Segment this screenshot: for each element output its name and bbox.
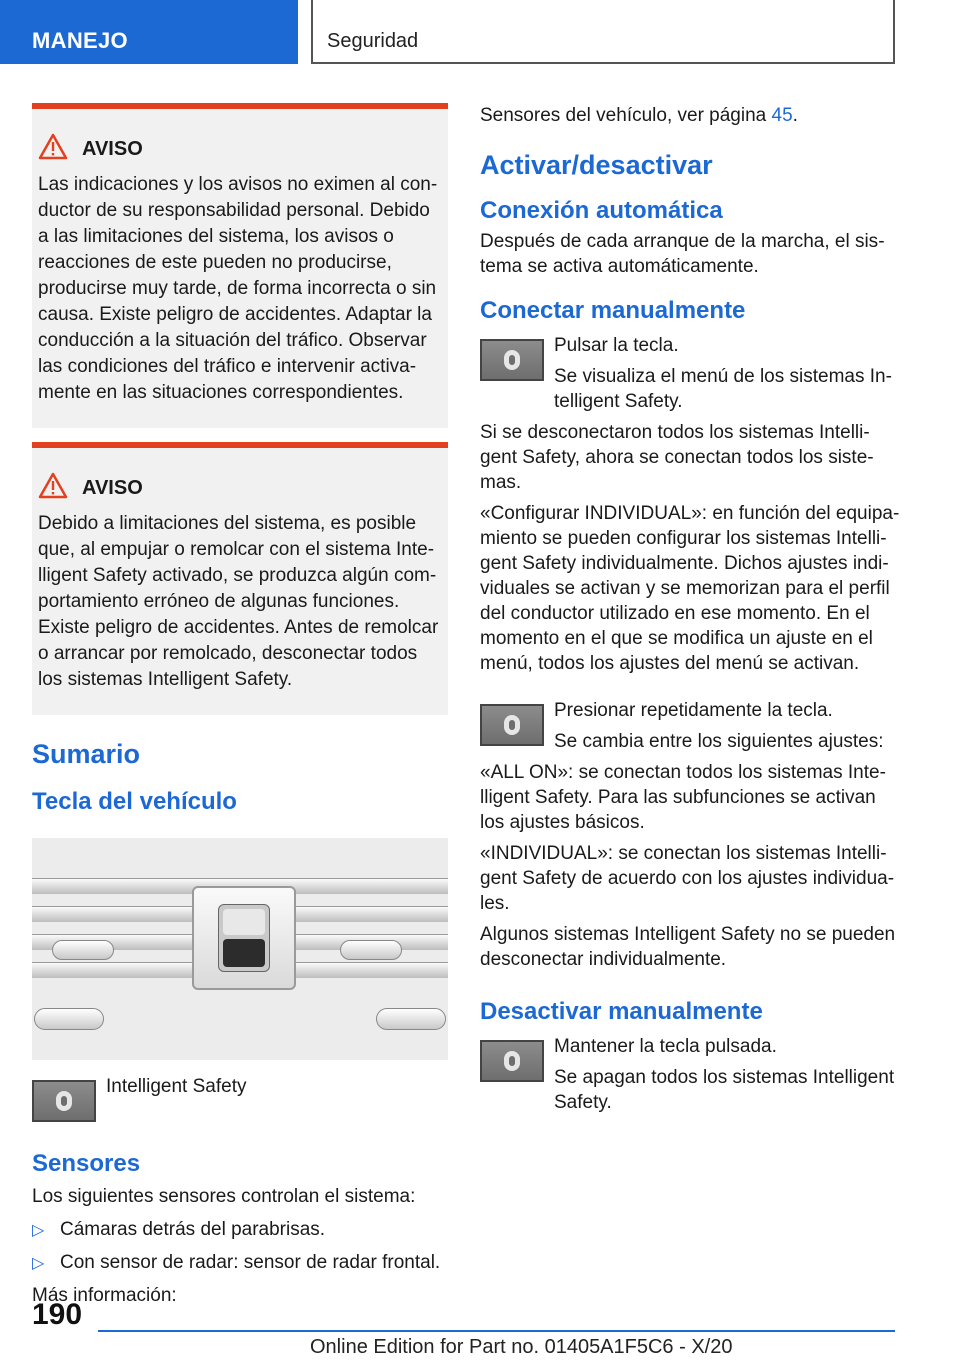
conectar-heading: Conectar manualmente bbox=[480, 297, 746, 324]
page-number: 190 bbox=[32, 1298, 83, 1331]
intelligent-safety-switch bbox=[192, 886, 296, 990]
left-column bbox=[32, 103, 448, 1308]
presionar-step-1: Presionar repetidamente la tecla. bbox=[554, 700, 833, 721]
section-title: MANEJO bbox=[32, 28, 128, 53]
bullet-triangle-icon: ▷ bbox=[32, 1222, 45, 1239]
list-item: ▷ Cámaras detrás del parabrisas. bbox=[32, 1217, 448, 1242]
sumario-heading: Sumario bbox=[32, 739, 141, 769]
warning-text: Las indicaciones y los avisos no eximen al conductor de su responsabilidad personal. Debido a las limitaciones del sistema, los avisos o reacciones de este pueden no producirse, producirse muy tarde, de forma incorrecta o sin causa. Existe peligro de accidentes. Adaptar la conducción a la situación del tráfico. Observar las condiciones del tráfico e intervenir activamente en las situaciones correspondientes. bbox=[38, 174, 438, 403]
sensores-heading: Sensores bbox=[32, 1150, 141, 1177]
key-legend-row bbox=[32, 1074, 448, 1122]
activar-heading: Activar/desactivar bbox=[480, 150, 713, 180]
desactivar-heading: Desactivar manualmente bbox=[480, 998, 763, 1025]
intelligent-safety-key-icon bbox=[480, 1040, 544, 1082]
individual-paragraph: «INDIVIDUAL»: se conectan los sistemas Intelligent Safety de acuerdo con los ajustes individuales. bbox=[480, 843, 895, 914]
allon-paragraph: «ALL ON»: se conectan todos los sistemas Intelligent Safety. Para las subfunciones se activan los ajustes básicos. bbox=[480, 762, 886, 833]
chapter-tab bbox=[311, 0, 895, 64]
right-column bbox=[480, 103, 900, 1115]
intelligent-safety-key-icon bbox=[32, 1080, 96, 1122]
warning-triangle-icon bbox=[38, 472, 72, 505]
warning-box-2 bbox=[32, 442, 448, 715]
sensores-intro: Los siguientes sensores controlan el sistema: bbox=[32, 1186, 416, 1207]
footer-divider bbox=[98, 1330, 895, 1332]
sensores-list bbox=[32, 1217, 448, 1275]
conexion-heading: Conexión automática bbox=[480, 197, 723, 224]
conexion-text: Después de cada arranque de la marcha, el sistema se activa automáticamente. bbox=[480, 231, 885, 277]
vehicle-key-photo bbox=[32, 838, 448, 1060]
conectar-paragraph-1: Si se desconectaron todos los sistemas Intelligent Safety, ahora se conectan todos los sistemas. bbox=[480, 422, 874, 493]
intelligent-safety-key-icon bbox=[480, 704, 544, 746]
algunos-paragraph: Algunos sistemas Intelligent Safety no se pueden desconectar individualmente. bbox=[480, 924, 896, 970]
intelligent-safety-key-icon bbox=[480, 339, 544, 381]
mas-informacion: Más información: bbox=[32, 1285, 177, 1306]
desactivar-key-row bbox=[480, 1034, 900, 1115]
edition-text: Online Edition for Part no. 01405A1F5C6 - X/20 bbox=[310, 1336, 733, 1358]
conectar-step-2: Se visualiza el menú de los sistemas Intelligent Safety. bbox=[554, 366, 892, 412]
warning-triangle-icon bbox=[38, 133, 72, 166]
warning-box-1 bbox=[32, 103, 448, 428]
conectar-paragraph-2: «Configurar INDIVIDUAL»: en función del equipamiento se pueden configurar los sistemas Intelligent Safety individualmente. Dichos ajustes individuales se activan y se memorizan para el perfil del conductor utilizado en ese momento. En el momento en el que se modifica un ajuste en el menú, todos los ajustes del menú se activan. bbox=[480, 503, 900, 674]
desactivar-step-2: Se apagan todos los sistemas Intelligent Safety. bbox=[554, 1067, 895, 1113]
warning-title: AVISO bbox=[82, 477, 143, 499]
conectar-key-row bbox=[480, 333, 900, 414]
key-legend-label: Intelligent Safety bbox=[106, 1076, 247, 1097]
bullet-triangle-icon: ▷ bbox=[32, 1255, 45, 1272]
sensores-reference: Sensores del vehículo, ver página 45. bbox=[480, 105, 798, 126]
conectar-step-1: Pulsar la tecla. bbox=[554, 335, 679, 356]
presionar-step-2: Se cambia entre los siguientes ajustes: bbox=[554, 731, 884, 752]
chapter-title: Seguridad bbox=[327, 30, 419, 52]
presionar-key-row bbox=[480, 698, 900, 754]
list-item: ▷ Con sensor de radar: sensor de radar frontal. bbox=[32, 1250, 448, 1275]
tecla-heading: Tecla del vehículo bbox=[32, 788, 237, 815]
warning-title: AVISO bbox=[82, 138, 143, 160]
desactivar-step-1: Mantener la tecla pulsada. bbox=[554, 1036, 777, 1057]
section-tab bbox=[0, 0, 298, 64]
warning-text: Debido a limitaciones del sistema, es posible que, al empujar o remolcar con el sistema Intelligent Safety activado, se produzca algún comportamiento erróneo de algunas funciones. Existe peligro de accidentes. Antes de remolcar o arrancar por remolcado, desconectar todos los sistemas Intelligent Safety. bbox=[38, 513, 439, 690]
page-link[interactable]: 45 bbox=[771, 105, 793, 126]
